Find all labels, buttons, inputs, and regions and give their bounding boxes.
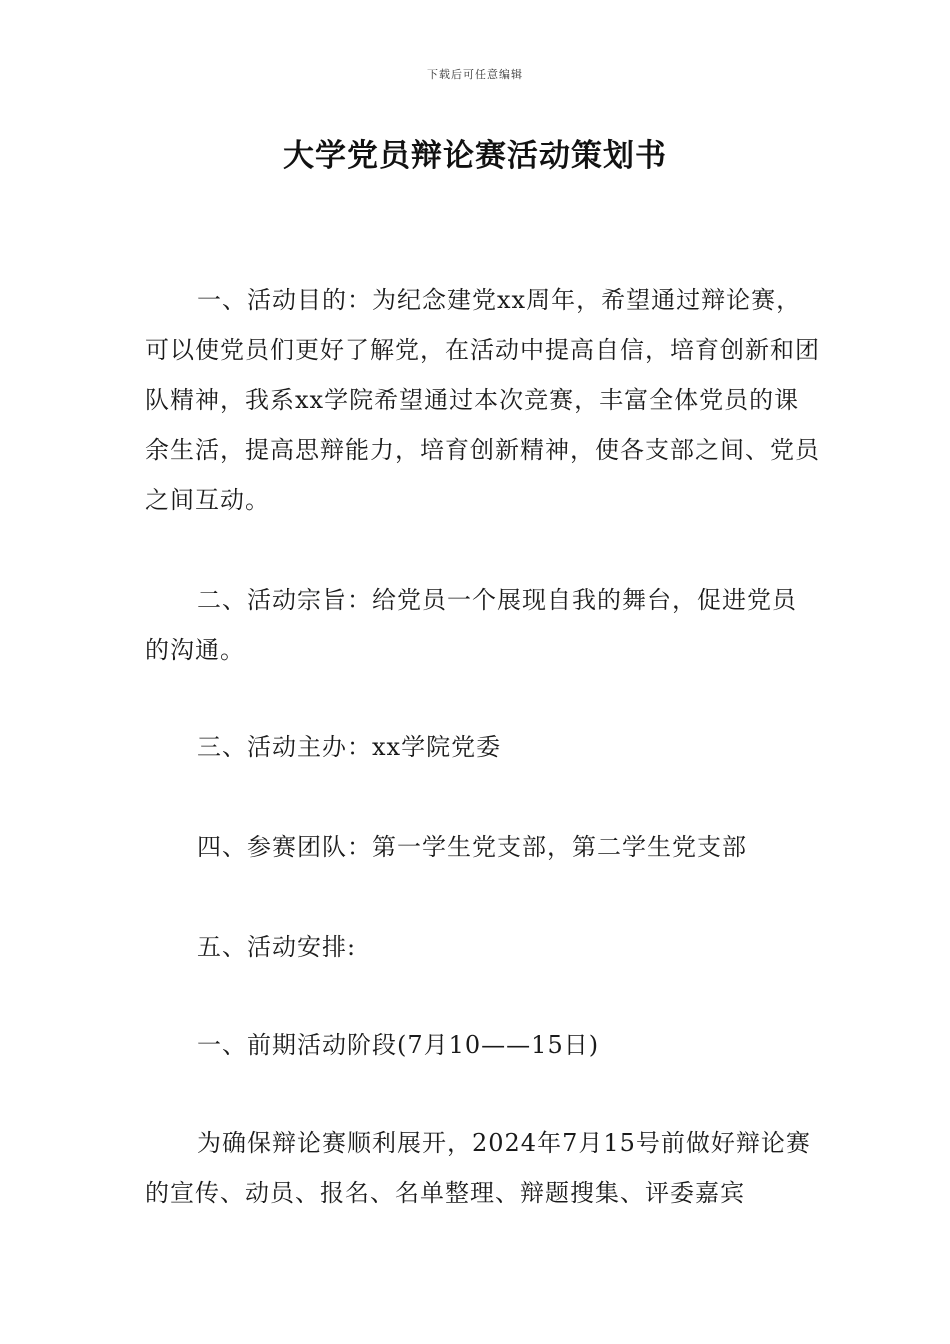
- paragraph-teams: 四、参赛团队：第一学生党支部，第二学生党支部: [197, 833, 747, 861]
- paragraph-organizer: 三、活动主办：xx学院党委: [197, 733, 502, 761]
- document-title: 大学党员辩论赛活动策划书: [283, 138, 667, 174]
- paragraph-phase-one: 一、前期活动阶段(7月10——15日): [197, 1031, 600, 1059]
- paragraph-purpose: 一、活动目的：为纪念建党xx周年，希望通过辩论赛，可以使党员们更好了解党，在活动中提高自信，培育创新和团队精神，我系xx学院希望通过本次竞赛，丰富全体党员的课余生活，提高思辩能力，培育创新精神，使各支部之间、党员之间互动。: [145, 286, 820, 514]
- header-note: 下载后可任意编辑: [427, 68, 523, 81]
- paragraph-preparation: 为确保辩论赛顺利展开，2024年7月15号前做好辩论赛的宣传、动员、报名、名单整理、辩题搜集、评委嘉宾: [145, 1129, 811, 1207]
- paragraph-schedule-heading: 五、活动安排:: [197, 933, 357, 961]
- paragraph-aim: 二、活动宗旨：给党员一个展现自我的舞台，促进党员的沟通。: [145, 586, 797, 664]
